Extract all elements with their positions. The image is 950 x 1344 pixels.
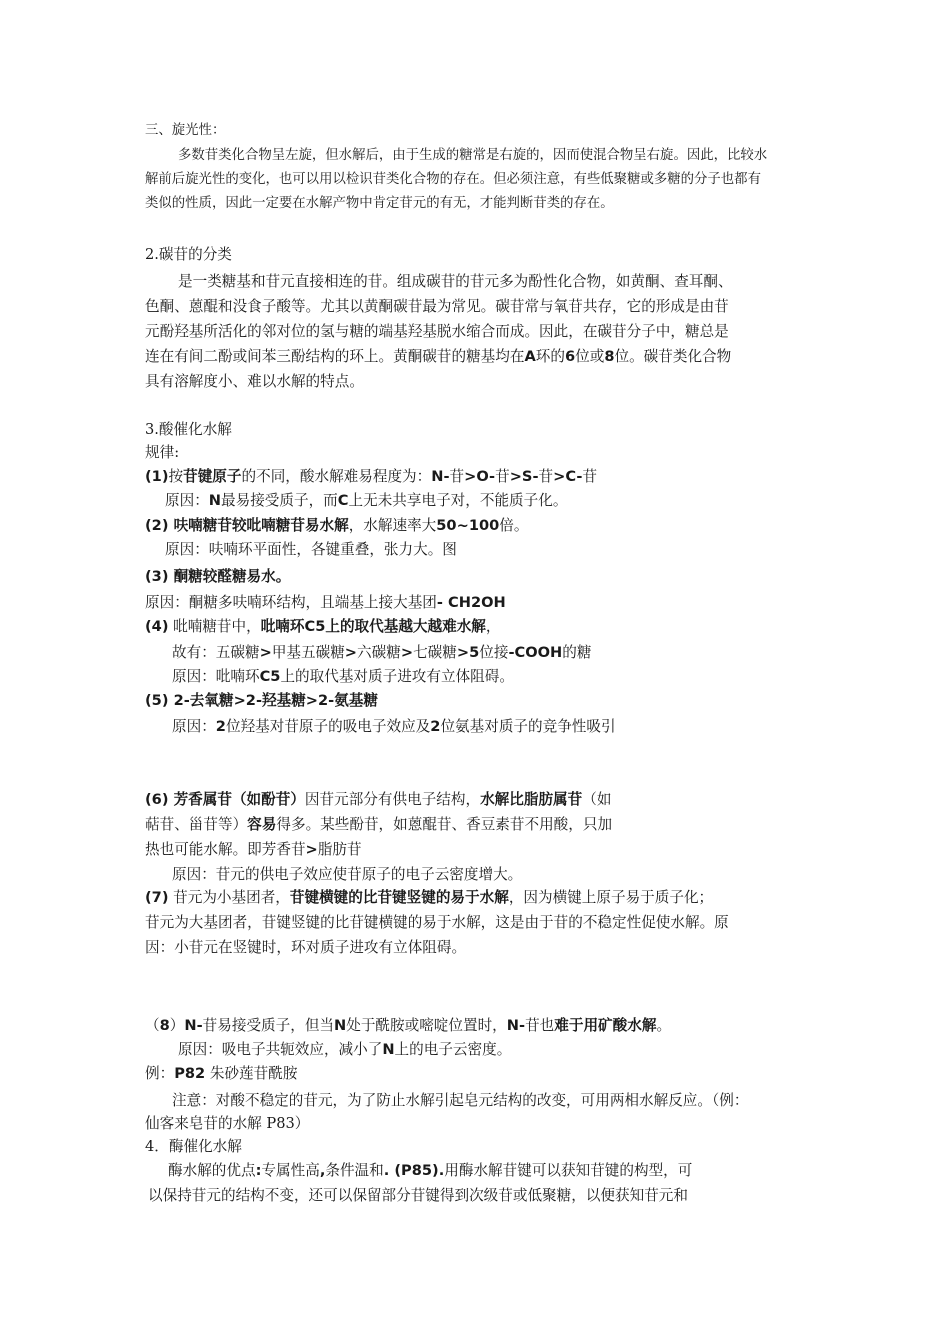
rule-7: (7) 苷元为小基团者，苷键横键的比苷键竖键的易于水解，因为横键上原子易于质子化； [145, 889, 714, 906]
paragraph-line: 解前后旋光性的变化，也可以用以检识苷类化合物的存在。但必须注意，有些低聚糖或多糖的分子也都有 [145, 172, 761, 187]
rule-7-line-2: 苷元为大基团者，苷键竖键的比苷键横键的易于水解，这是由于苷的不稳定性促使水解。原 [145, 914, 729, 931]
paragraph-line: 连在有间二酚或间苯三酚结构的环上。黄酮碳苷的糖基均在A环的6位或8位。碳苷类化合物 [145, 348, 732, 365]
rule-3: (3) 酮糖较醛糖易水。 [145, 568, 291, 585]
rule-1-reason: 原因：N最易接受质子，而C上无未共享电子对，不能质子化。 [165, 492, 568, 509]
paragraph-line: 色酮、蒽醌和没食子酸等。尤其以黄酮碳苷最为常见。碳苷常与氧苷共存，它的形成是由苷 [145, 298, 729, 315]
rule-2-reason: 原因：呋喃环平面性，各键重叠，张力大。图 [165, 541, 457, 558]
note-line: 注意：对酸不稳定的苷元，为了防止水解引起皂元结构的改变，可用两相水解反应。（例： [172, 1092, 749, 1109]
rule-label: 规律: [145, 444, 180, 461]
paragraph-line: 类似的性质，因此一定要在水解产物中肯定苷元的有无，才能判断苷类的存在。 [145, 196, 614, 211]
paragraph-line: 是一类糖基和苷元直接相连的苷。组成碳苷的苷元多为酚性化合物，如黄酮、查耳酮、 [178, 273, 733, 290]
rule-5: (5) 2-去氧糖>2-羟基糖>2-氨基糖 [145, 692, 379, 709]
note-line-2: 仙客来皂苷的水解 P83） [145, 1115, 310, 1132]
rule-6-line-2: 萜苷、甾苷等）容易得多。某些酚苷，如蒽醌苷、香豆素苷不用酸，只加 [145, 816, 613, 833]
rule-3-reason: 原因：酮糖多呋喃环结构，且端基上接大基团- CH2OH [145, 594, 506, 611]
rule-8-reason: 原因：吸电子共轭效应，减小了N上的电子云密度。 [178, 1041, 512, 1058]
section-title-acid-hydrolysis: 3.酸催化水解 [145, 421, 232, 438]
paragraph-line: 元酚羟基所活化的邻对位的氢与糖的端基羟基脱水缩合而成。因此，在碳苷分子中，糖总是 [145, 323, 729, 340]
example-line: 例：P82 朱砂莲苷酰胺 [145, 1065, 298, 1082]
rule-1: (1)按苷键原子的不同，酸水解难易程度为：N-苷>O-苷>S-苷>C-苷 [145, 468, 598, 485]
rule-4: (4) 吡喃糖苷中，吡喃环C5上的取代基越大越难水解， [145, 618, 501, 635]
rule-5-reason: 原因：2位羟基对苷原子的吸电子效应及2位氨基对质子的竞争性吸引 [172, 718, 616, 735]
rule-6-reason: 原因：苷元的供电子效应使苷原子的电子云密度增大。 [172, 866, 523, 883]
rule-2: (2) 呋喃糖苷较吡喃糖苷易水解，水解速率大50~100倍。 [145, 517, 529, 534]
rule-4-reason: 原因：吡喃环C5上的取代基对质子进攻有立体阻碍。 [172, 668, 514, 685]
rule-6: (6) 芳香属苷（如酚苷）因苷元部分有供电子结构，水解比脂肪属苷（如 [145, 791, 612, 808]
section-title-optical-rotation: 三、旋光性： [145, 123, 226, 138]
paragraph-line: 以保持苷元的结构不变，还可以保留部分苷键得到次级苷或低聚糖，以便获知苷元和 [148, 1187, 688, 1204]
section-title-enzyme-hydrolysis: 4．酶催化水解 [145, 1138, 242, 1155]
paragraph-line: 酶水解的优点:专属性高,条件温和. (P85).用酶水解苷键可以获知苷键的构型，可 [168, 1162, 693, 1179]
rule-7-line-3: 因：小苷元在竖键时，环对质子进攻有立体阻碍。 [145, 939, 467, 956]
rule-6-line-3: 热也可能水解。即芳香苷>脂肪苷 [145, 841, 362, 858]
paragraph-line: 具有溶解度小、难以水解的特点。 [145, 373, 364, 390]
rule-8: （8）N-苷易接受质子，但当N处于酰胺或嘧啶位置时，N-苷也难于用矿酸水解。 [145, 1017, 672, 1034]
rule-4-line-2: 故有：五碳糖>甲基五碳糖>六碳糖>七碳糖>5位接-COOH的糖 [172, 644, 592, 661]
paragraph-line: 多数苷类化合物呈左旋，但水解后，由于生成的糖常是右旋的，因而使混合物呈右旋。因此，比较水 [178, 148, 768, 163]
section-title-c-glycoside: 2.碳苷的分类 [145, 246, 232, 263]
